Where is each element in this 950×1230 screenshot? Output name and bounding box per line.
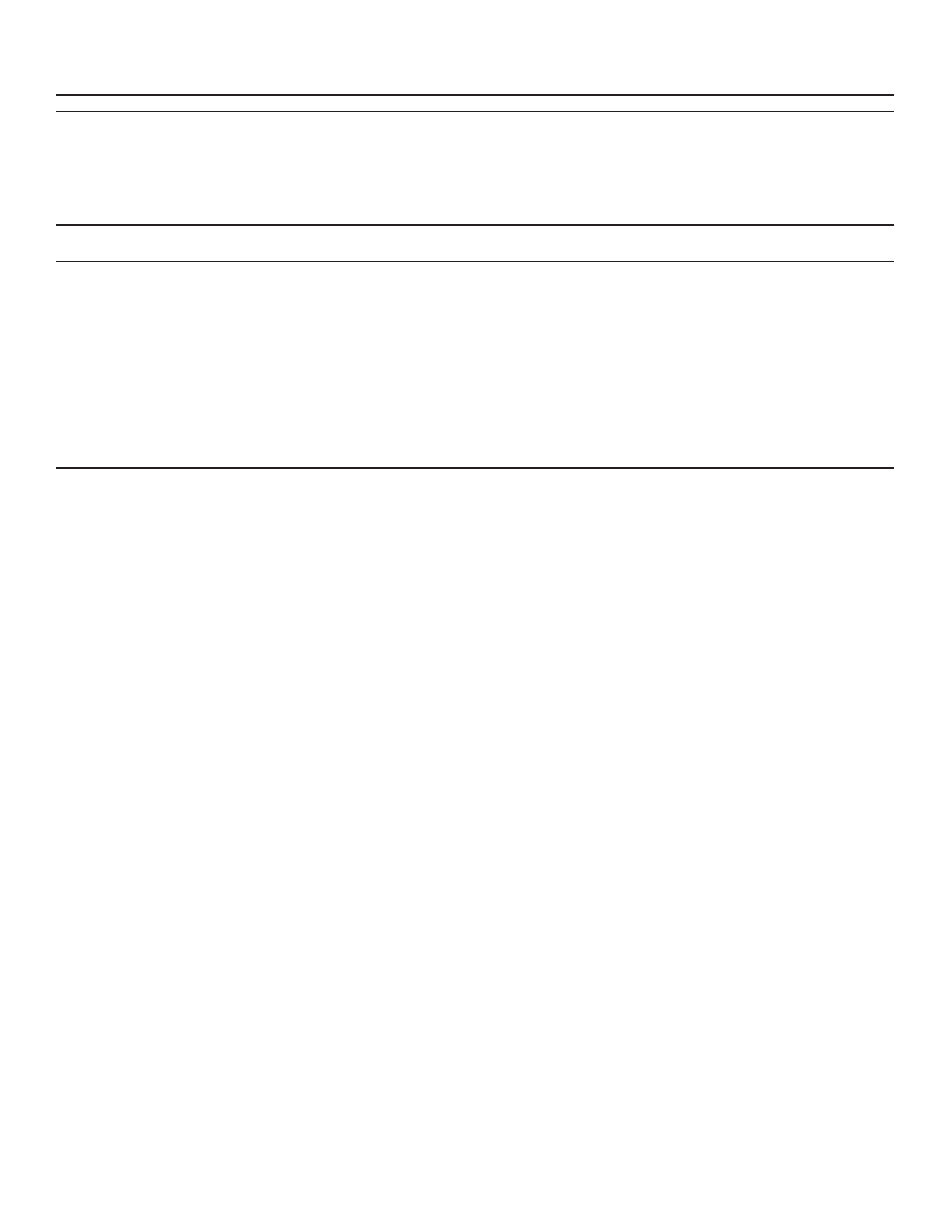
rule — [56, 224, 894, 226]
rule — [56, 111, 894, 112]
form-header — [708, 54, 712, 69]
rule — [56, 261, 894, 262]
rule — [56, 94, 894, 96]
rule — [56, 467, 894, 469]
barcode-image — [56, 1146, 240, 1174]
